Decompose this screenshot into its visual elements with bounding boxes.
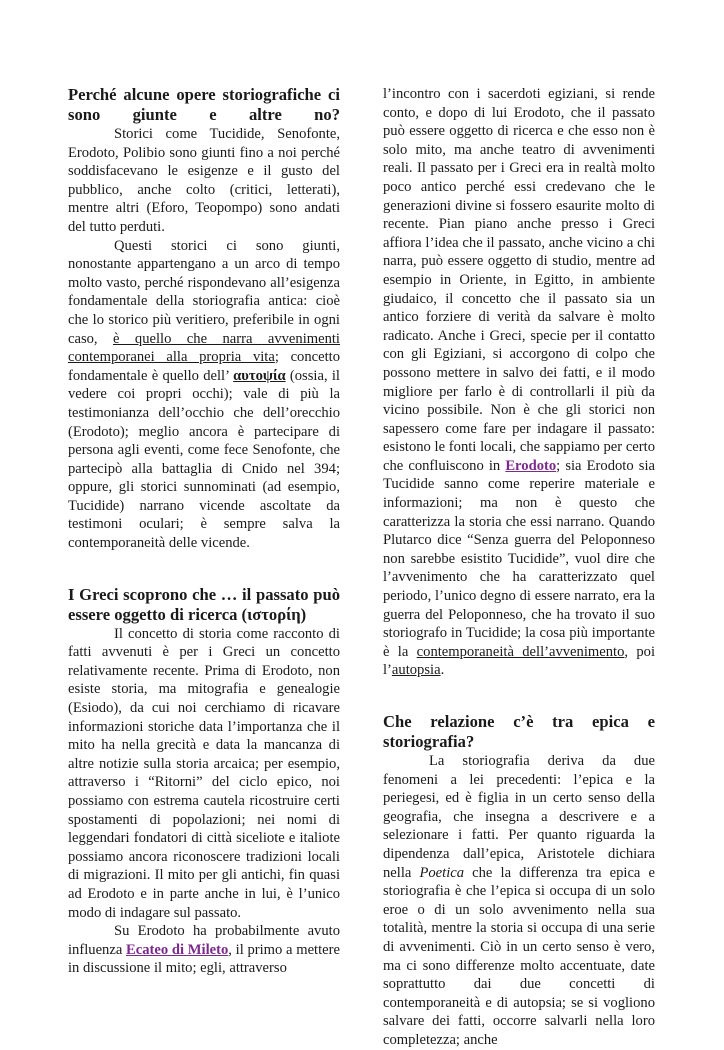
paragraph: l’incontro con i sacerdoti egiziani, si rende conto, e dopo di lui Erodoto, che il passato può essere oggetto di ricerca e che esso non è solo mito, ma anche teatro di avvenimenti reali. Il passato per i Greci era in realtà molto poco antico perché essi credevano che le generazioni divine si fossero esaurite molto di recente. Pian piano anche presso i Greci affiora l’idea che il passato, anche vicino a chi narra, può essere oggetto di studio, mentre ad esempio in Oriente, in Egitto, in ambiente giudaico, il concetto che il passato sia un antico forziere di verità da salvare è molto radicato. Anche i Greci, specie per il contatto con gli Egiziani, si accorgono di colpo che possono mettere in salvo dei fatti, e il modo migliore per farlo è di controllarli il più da vicino possibile. Non è che gli storici non sapessero come fare per indagare il passato: esistono le fonti locali, che sappiamo per certo che confluiscono in Erodoto; sia Erodoto sia Tucidide sanno come reperire materiale e informazioni; ma non è questo che caratterizza la storia che essi narrano. Quando Plutarco dice “Senza guerra del Peloponneso non sarebbe esistito Tucidide”, vuol dire che l’avvenimento che ha caratterizzato quel periodo, l’unico degno di essere narrato, era la guerra del Peloponneso, che ha trovato il suo storiografo in Tucidide; la cosa più importante è la contemporaneità dell’avvenimento, poi l’autopsia. [383,86,655,679]
underlined-phrase: contemporaneità dell’avvenimento [416,643,625,660]
heading-greeks-discover-past: I Greci scoprono che … il passato può essere oggetto di ricerca (ιστορίη) [68,584,340,624]
underlined-phrase: autopsia [391,662,441,679]
link-ecateo-di-mileto[interactable]: Ecateo di Mileto [126,941,229,958]
heading-surviving-works: Perché alcune opere storiografiche ci sono giunte e altre no? [68,85,340,124]
greek-term-autopsia: αυτοψία [233,367,286,384]
paragraph: Storici come Tucidide, Senofonte, Erodoto, Polibio sono giunti fino a noi perché soddisfacevano le esigenze e il gusto del pubblico, anche colto (critici, letterati), mentre altri (Eforo, Teopompo) sono andati del tutto perduti. [68,126,340,235]
left-column [68,85,340,978]
heading-epic-and-historiography: Che relazione c’è tra epica e storiografia? [383,712,655,751]
link-erodoto[interactable]: Erodoto [505,457,557,474]
paragraph: Il concetto di storia come racconto di fatti avvenuti è per i Greci un concetto relativamente recente. Prima di Erodoto, non esiste storia, ma mitografia e genealogie (Esiodo), da cui noi cerchiamo di ricavare informazioni storiche data l’importanza che il mito ha nella grecità e data la mancanza di altre notizie sulla storia arcaica; per esempio, attraverso i “Ritorni” del ciclo epico, noi possiamo con estrema cautela ricostruire certi spostamenti di popolazioni; nei nomi di leggendari fondatori di città siceliote e italiote possiamo ancora riconoscere tradizioni locali di migrazioni. Il mito per gli antichi, fin quasi ad Erodoto e in parte anche in lui, è l’unico modo di indagare sul passato. [68,625,340,921]
paragraph: Questi storici ci sono giunti, nonostante appartengano a un arco di tempo molto vasto, perché rispondevano all’esigenza fondamentale della storiografia antica: cioè che lo storico più veritiero, preferibile in ogni caso, è quello che narra avvenimenti contemporanei alla propria vita; concetto fondamentale è quello dell’ αυτοψία (ossia, il vedere coi propri occhi); vale di più la testimonianza dell’occhio che dell’orecchio (Erodoto); meglio ancora è partecipare di persona agli eventi, come fece Senofonte, che partecipò alla battaglia di Cnido nel 394; oppure, gli storici sunnominati (ad esempio, Tucidide) narrano vicende ascoltate da testimoni oculari; è sempre salva la contemporaneità delle vicende. [68,237,341,552]
paragraph: Su Erodoto ha probabilmente avuto influenza Ecateo di Mileto, il primo a mettere in discussione il mito; egli, attraverso [68,923,340,977]
italic-title-poetica: Poetica [419,864,465,881]
right-column [383,85,655,1050]
paragraph: La storiografia deriva da due fenomeni a lei precedenti: l’epica e la periegesi, ed è figlia in un certo senso della geografia, che insegna a descrivere e a selezionare i fatti. Per quanto riguarda la dipendenza dall’epica, Aristotele dichiara nella Poetica che la differenza tra epica e storiografia è che l’epica si occupa di un solo eroe o di un solo avvenimento nella sua totalità, mentre la storia si occupa di una serie di avvenimenti. Ciò in un certo senso è vero, ma ci sono differenze molto accentuate, date soprattutto dai due concetti di contemporaneità e di autopsia; se si vogliono salvare dei fatti, occorre salvarli nella loro completezza; anche [383,753,655,1048]
underlined-phrase: è quello che narra avvenimenti contemporanei alla propria vita [68,330,340,366]
